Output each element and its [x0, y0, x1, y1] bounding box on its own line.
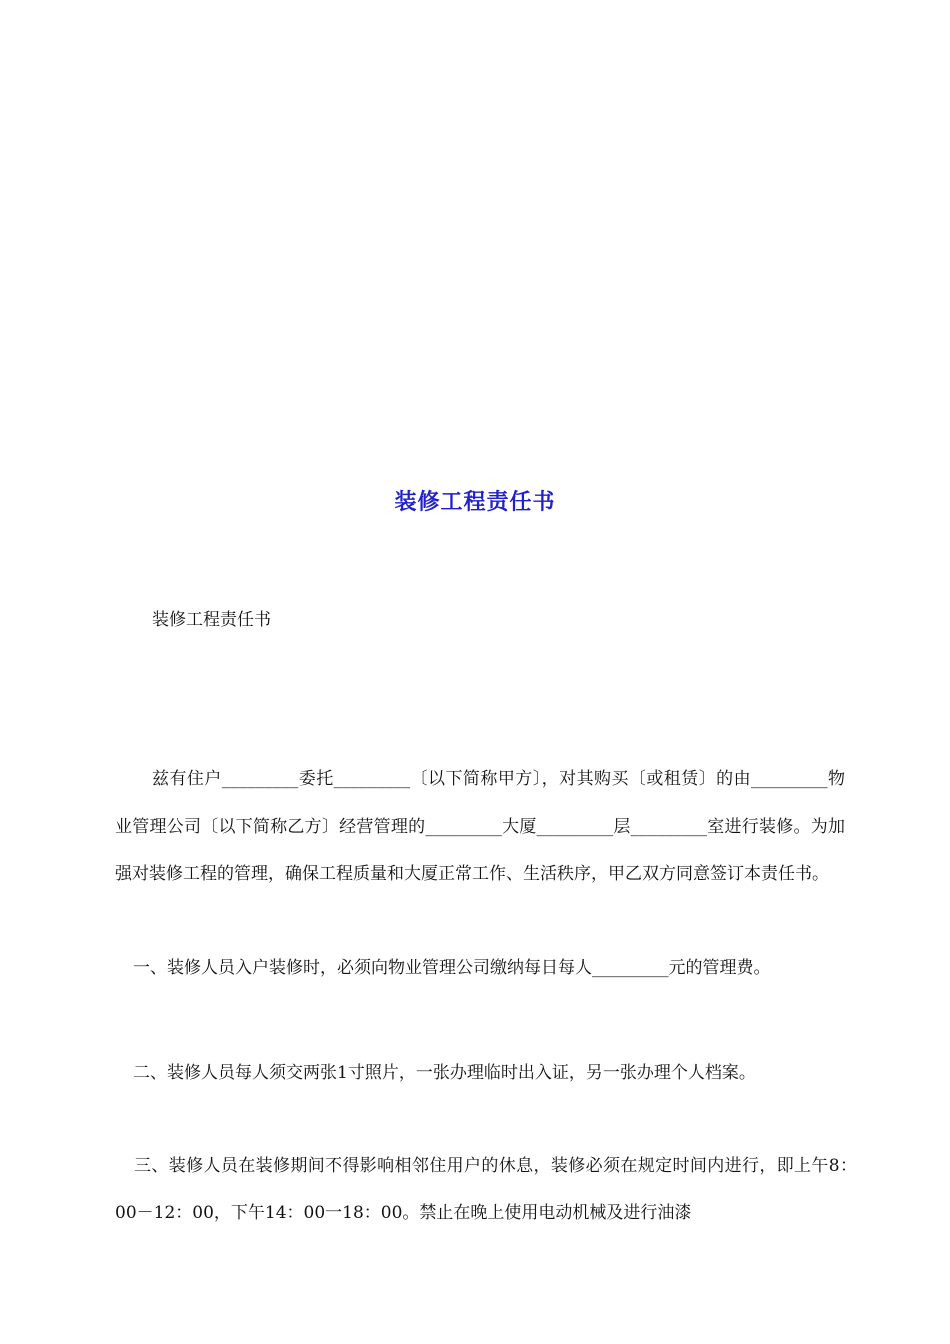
intro-paragraph: 兹有住户_________委托_________〔以下简称甲方〕，对其购买〔或租赁〕的由_________物业管理公司〔以下简称乙方〕经营管理的_________大厦_________层_________室进行装修。为加强对装修工程的管理，确保工程质量和大厦正常工作、生活秩序，甲乙双方同意签订本责任书。 — [115, 769, 845, 884]
clause-2: 二、装修人员每人须交两张1寸照片，一张办理临时出入证，另一张办理个人档案。 — [133, 1063, 756, 1083]
clause-1: 一、装修人员入户装修时，必须向物业管理公司缴纳每日每人_________元的管理费。 — [133, 958, 771, 978]
document-subtitle: 装修工程责任书 — [152, 610, 271, 630]
document-title: 装修工程责任书 — [394, 490, 556, 515]
clause-3: 三、装修人员在装修期间不得影响相邻住用户的休息，装修必须在规定时间内进行，即上午8：00－12：00，下午14：00一18：00。禁止在晚上使用电动机械及进行油漆 — [115, 1156, 857, 1223]
